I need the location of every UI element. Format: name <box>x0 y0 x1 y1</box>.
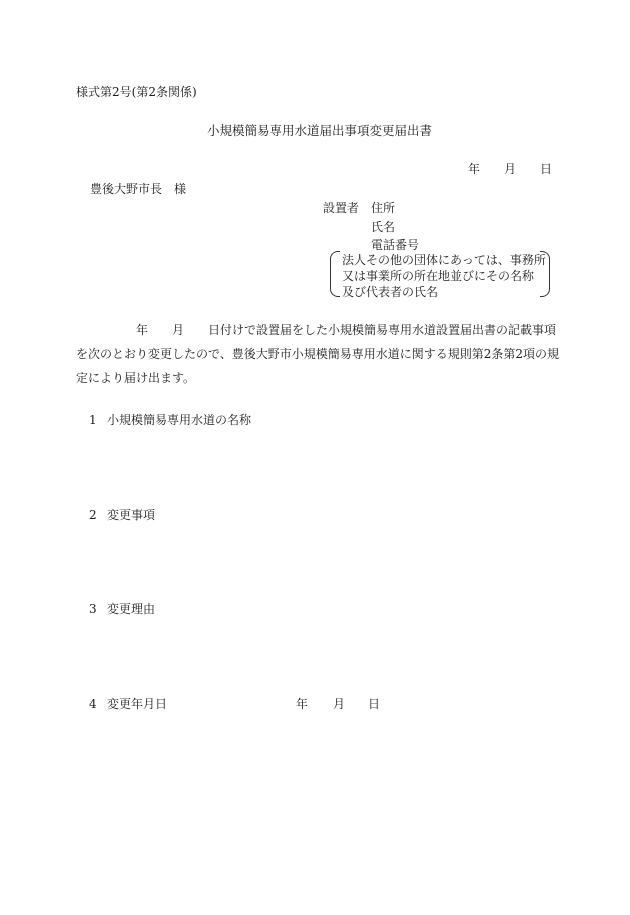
note-left-bracket <box>330 251 340 297</box>
change-date-day: 日 <box>368 697 381 711</box>
change-date-month: 月 <box>333 697 346 711</box>
installer-address-label: 住所 <box>371 201 396 215</box>
item-label: 小規模簡易専用水道の名称 <box>107 413 252 427</box>
installer-name-label: 氏名 <box>371 220 396 234</box>
item-number: 3 <box>89 602 97 616</box>
date-month: 月 <box>504 162 517 176</box>
body-line-2: を次のとおり変更したので、豊後大野市小規模簡易専用水道に関する規則第2条第2項の規 <box>76 347 560 361</box>
item-number: 1 <box>89 413 97 427</box>
document-title: 小規模簡易専用水道届出事項変更届出書 <box>207 123 433 138</box>
corporate-note <box>330 251 550 297</box>
body-paragraph <box>76 318 560 390</box>
body-line-1 <box>76 318 556 342</box>
item-number: 2 <box>89 508 97 522</box>
item-label: 変更事項 <box>107 508 156 522</box>
item-label: 変更年月日 <box>107 697 168 711</box>
body-month: 月 <box>172 323 185 337</box>
body-line-3: 定により届け出ます。 <box>76 371 196 385</box>
date-year: 年 <box>468 162 481 176</box>
change-date-year: 年 <box>296 697 309 711</box>
corporate-note-line: 及び代表者の氏名 <box>342 285 439 299</box>
body-line1-text: 日付けで設置届をした小規模簡易専用水道設置届出書の記載事項 <box>208 323 557 337</box>
item-label: 変更理由 <box>107 602 156 616</box>
installer-phone-label: 電話番号 <box>371 238 420 252</box>
form-number: 様式第2号(第2条関係) <box>76 85 197 99</box>
installer-label: 設置者 <box>323 201 360 215</box>
item-number: 4 <box>89 697 97 711</box>
corporate-note-line: 又は事業所の所在地並びにその名称 <box>342 269 535 283</box>
date-day: 日 <box>540 162 553 176</box>
addressee: 豊後大野市長 様 <box>90 182 187 196</box>
corporate-note-line: 法人その他の団体にあっては、事務所 <box>342 253 546 267</box>
body-year: 年 <box>136 323 149 337</box>
